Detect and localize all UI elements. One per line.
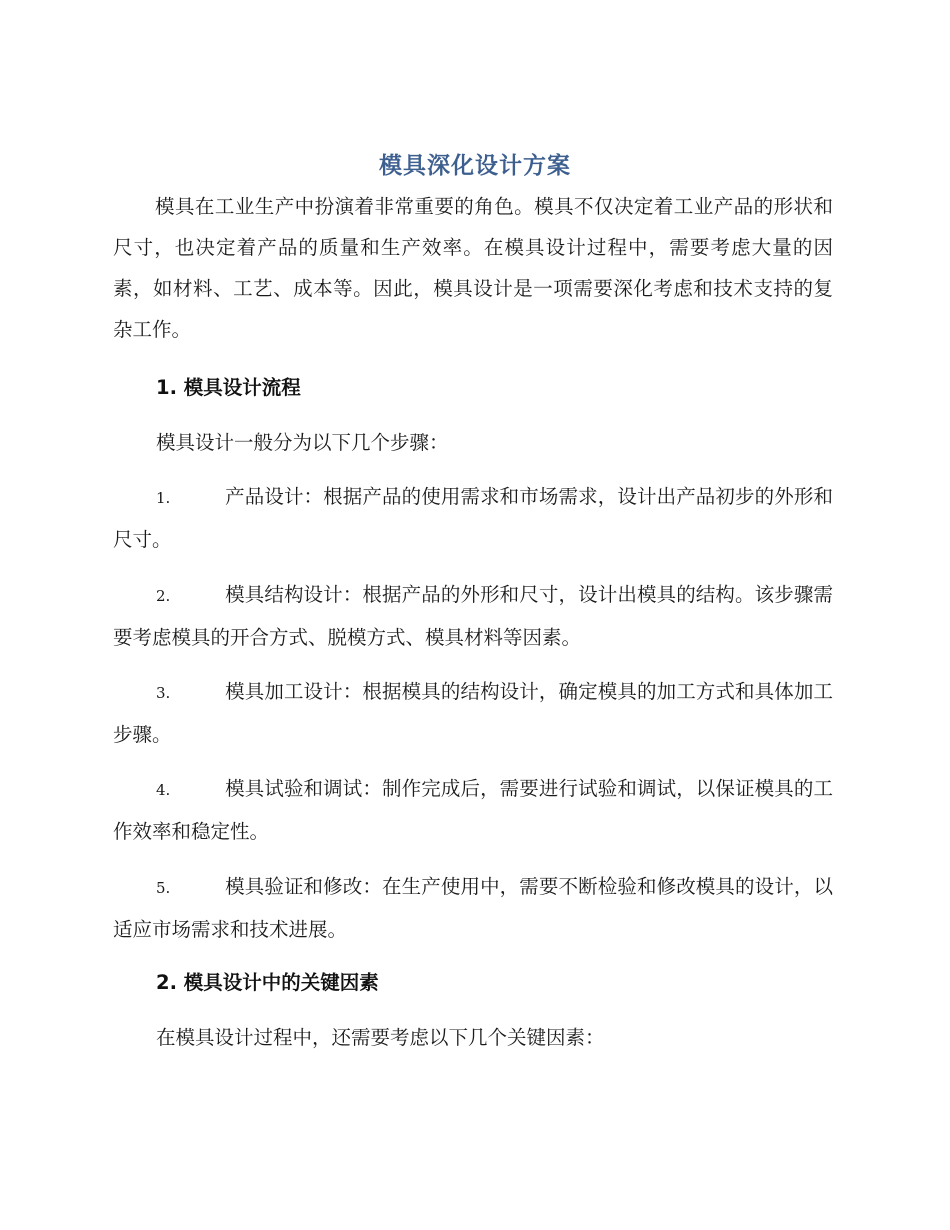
list-number: 2.	[156, 587, 171, 605]
list-text: 模具结构设计：根据产品的外形和尺寸，设计出模具的结构。该步骤需要考虑模具的开合方式、脱模方式、模具材料等因素。	[113, 583, 833, 649]
list-text: 产品设计：根据产品的使用需求和市场需求，设计出产品初步的外形和尺寸。	[113, 485, 833, 551]
list-text: 模具试验和调试：制作完成后，需要进行试验和调试，以保证模具的工作效率和稳定性。	[113, 777, 833, 843]
intro-paragraph: 模具在工业生产中扮演着非常重要的角色。模具不仅决定着工业产品的形状和尺寸，也决定着产品的质量和生产效率。在模具设计过程中，需要考虑大量的因素，如材料、工艺、成本等。因此，模具设计是一项需要深化考虑和技术支持的复杂工作。	[113, 195, 833, 341]
list-text: 模具加工设计：根据模具的结构设计，确定模具的加工方式和具体加工步骤。	[113, 680, 833, 746]
list-text: 模具验证和修改：在生产使用中，需要不断检验和修改模具的设计，以适应市场需求和技术进展。	[113, 875, 833, 941]
section-2-lead: 在模具设计过程中，还需要考虑以下几个关键因素：	[156, 1026, 605, 1049]
list-item	[113, 574, 833, 658]
list-item	[113, 768, 833, 852]
document-title: 模具深化设计方案	[379, 153, 571, 179]
section-1-heading: 1. 模具设计流程	[156, 376, 301, 399]
section-1-lead: 模具设计一般分为以下几个步骤：	[156, 431, 449, 454]
list-item	[113, 476, 833, 560]
list-number: 3.	[156, 684, 171, 702]
section-2-heading: 2. 模具设计中的关键因素	[156, 971, 379, 994]
list-number: 1.	[156, 489, 171, 507]
list-number: 5.	[156, 879, 171, 897]
list-item	[113, 671, 833, 755]
list-number: 4.	[156, 781, 171, 799]
list-item	[113, 866, 833, 950]
